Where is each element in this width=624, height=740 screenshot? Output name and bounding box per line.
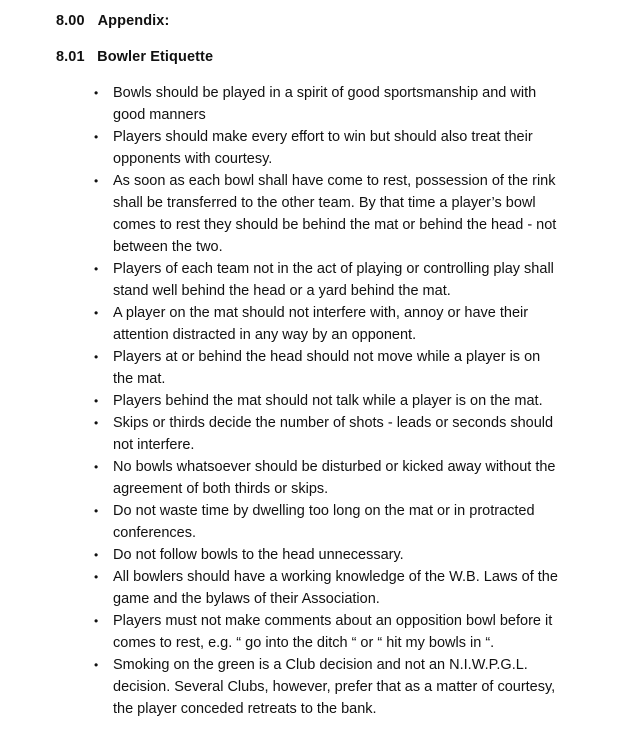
bullet-item [0, 346, 563, 390]
bullet-item [0, 82, 563, 126]
bullet-item [0, 170, 563, 258]
bullet-item [0, 566, 563, 610]
bullet-item [0, 654, 563, 720]
bullet-icon: • [94, 570, 99, 584]
bullet-item [0, 500, 563, 544]
bullet-icon: • [94, 350, 99, 364]
bullet-icon: • [94, 86, 99, 100]
bullet-text: No bowls whatsoever should be disturbed or kicked away without the agreement of both thirds or skips. [113, 459, 556, 497]
bullet-text: Players should make every effort to win but should also treat their opponents with courtesy. [113, 129, 533, 167]
bullet-text: Skips or thirds decide the number of shots - leads or seconds should not interfere. [113, 415, 554, 453]
bullet-icon: • [94, 504, 99, 518]
bullet-icon: • [94, 262, 99, 276]
bullet-text: Players must not make comments about an opposition bowl before it comes to rest, e.g. “ go into the ditch “ or “ hit my bowls in “. [113, 613, 553, 651]
bullet-icon: • [94, 394, 99, 408]
bullet-text: Players behind the mat should not talk while a player is on the mat. [113, 393, 543, 409]
subsection-number: 8.01 [56, 49, 85, 65]
bullet-icon: • [94, 614, 99, 628]
section-title: Appendix: [97, 13, 170, 29]
bullet-text: Do not waste time by dwelling too long on the mat or in protracted conferences. [113, 503, 535, 541]
bullet-item [0, 544, 563, 566]
section-number: 8.00 [56, 13, 85, 29]
bullet-text: Smoking on the green is a Club decision and not an N.I.W.P.G.L. decision. Several Clubs, however, prefer that as a matter of courtesy, the player conceded retreats to the bank. [113, 657, 556, 717]
bullet-text: Bowls should be played in a spirit of good sportsmanship and with good manners [113, 85, 537, 123]
etiquette-bullet-list [0, 82, 624, 720]
bullet-text: A player on the mat should not interfere with, annoy or have their attention distracted in any way by an opponent. [113, 305, 529, 343]
bullet-text: All bowlers should have a working knowledge of the W.B. Laws of the game and the bylaws of their Association. [113, 569, 558, 607]
bullet-text: As soon as each bowl shall have come to rest, possession of the rink shall be transferred to the other team. By that time a player’s bowl comes to rest they should be behind the mat or behind the head - not between the two. [113, 173, 557, 255]
bullet-item [0, 258, 563, 302]
bullet-icon: • [94, 658, 99, 672]
bullet-text: Players of each team not in the act of playing or controlling play shall stand well behind the head or a yard behind the mat. [113, 261, 554, 299]
bullet-icon: • [94, 548, 99, 562]
bullet-text: Do not follow bowls to the head unnecessary. [113, 547, 404, 563]
bullet-icon: • [94, 460, 99, 474]
bullet-item [0, 390, 563, 412]
bullet-item [0, 412, 563, 456]
bullet-icon: • [94, 130, 99, 144]
subsection-title: Bowler Etiquette [97, 49, 214, 65]
bullet-text: Players at or behind the head should not move while a player is on the mat. [113, 349, 541, 387]
bullet-item [0, 302, 563, 346]
bullet-item [0, 456, 563, 500]
bullet-item [0, 126, 563, 170]
subsection-heading [56, 49, 213, 65]
bullet-icon: • [94, 174, 99, 188]
bullet-icon: • [94, 416, 99, 430]
bullet-item [0, 610, 563, 654]
section-heading [56, 13, 169, 29]
bullet-icon: • [94, 306, 99, 320]
